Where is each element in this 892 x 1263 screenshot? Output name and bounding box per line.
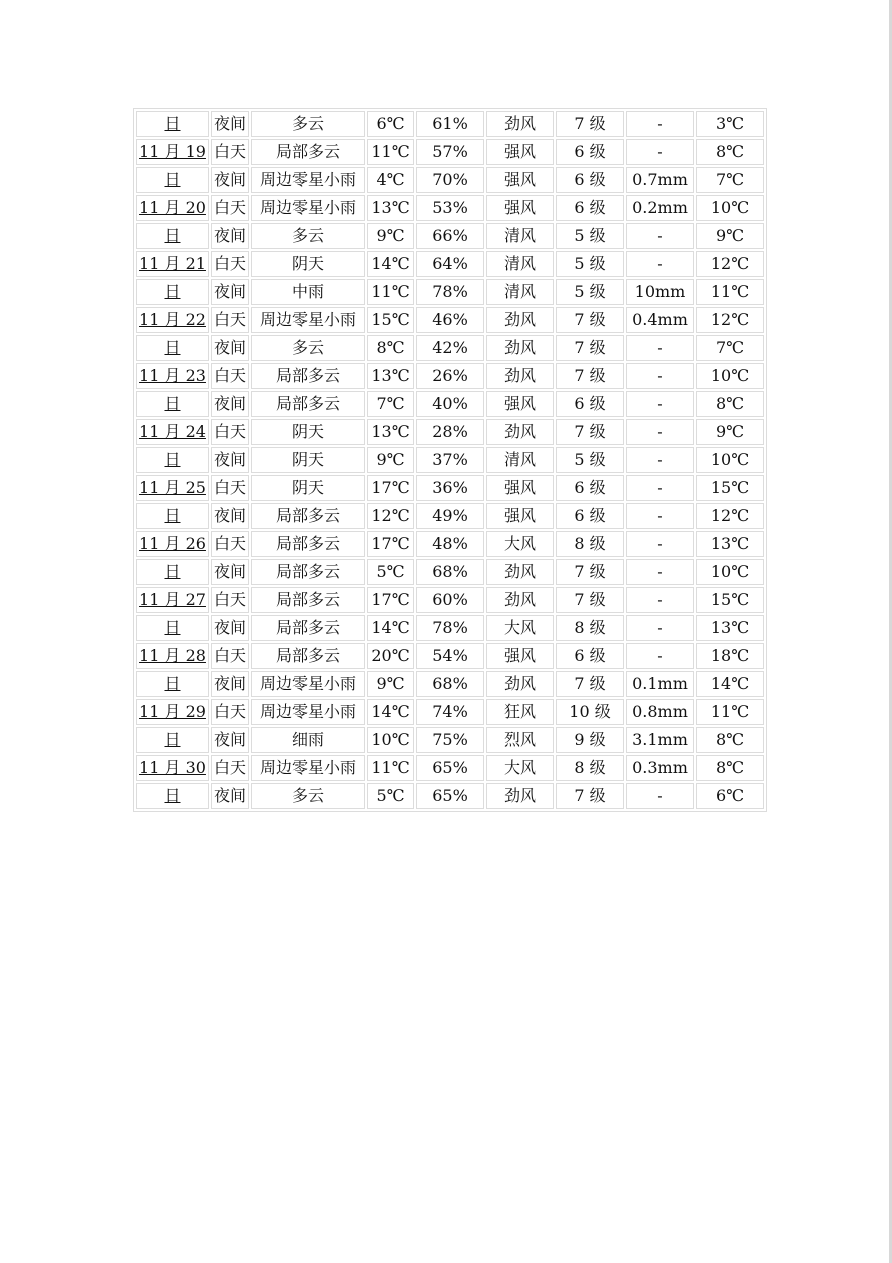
- feels-like-cell: 10℃: [696, 447, 764, 473]
- condition-cell: 局部多云: [251, 531, 365, 557]
- temperature-cell: 14℃: [367, 615, 414, 641]
- humidity-cell: 49%: [416, 503, 484, 529]
- wind-cell: 强风: [486, 475, 554, 501]
- wind-cell: 劲风: [486, 307, 554, 333]
- precipitation-cell: 0.7mm: [626, 167, 694, 193]
- table-row: [136, 755, 764, 781]
- feels-like-cell: 8℃: [696, 391, 764, 417]
- table-row: [136, 559, 764, 585]
- condition-cell: 阴天: [251, 419, 365, 445]
- precipitation-cell: -: [626, 559, 694, 585]
- feels-like-cell: 10℃: [696, 195, 764, 221]
- precipitation-cell: 10mm: [626, 279, 694, 305]
- date-cell: 11 月 28: [136, 643, 209, 669]
- condition-cell: 周边零星小雨: [251, 195, 365, 221]
- temperature-cell: 9℃: [367, 223, 414, 249]
- temperature-cell: 9℃: [367, 671, 414, 697]
- wind-level-cell: 6 级: [556, 475, 624, 501]
- period-cell: 夜间: [211, 503, 249, 529]
- humidity-cell: 70%: [416, 167, 484, 193]
- table-row: [136, 643, 764, 669]
- condition-cell: 局部多云: [251, 559, 365, 585]
- wind-cell: 劲风: [486, 671, 554, 697]
- feels-like-cell: 10℃: [696, 363, 764, 389]
- temperature-cell: 10℃: [367, 727, 414, 753]
- humidity-cell: 28%: [416, 419, 484, 445]
- wind-level-cell: 7 级: [556, 671, 624, 697]
- precipitation-cell: -: [626, 503, 694, 529]
- humidity-cell: 42%: [416, 335, 484, 361]
- date-cell: 日: [136, 671, 209, 697]
- temperature-cell: 11℃: [367, 139, 414, 165]
- temperature-cell: 11℃: [367, 755, 414, 781]
- period-cell: 白天: [211, 699, 249, 725]
- humidity-cell: 65%: [416, 755, 484, 781]
- period-cell: 夜间: [211, 111, 249, 137]
- feels-like-cell: 6℃: [696, 783, 764, 809]
- temperature-cell: 13℃: [367, 195, 414, 221]
- date-cell: 日: [136, 167, 209, 193]
- precipitation-cell: -: [626, 223, 694, 249]
- condition-cell: 局部多云: [251, 363, 365, 389]
- humidity-cell: 78%: [416, 279, 484, 305]
- wind-cell: 清风: [486, 279, 554, 305]
- wind-cell: 狂风: [486, 699, 554, 725]
- feels-like-cell: 8℃: [696, 727, 764, 753]
- condition-cell: 周边零星小雨: [251, 307, 365, 333]
- condition-cell: 细雨: [251, 727, 365, 753]
- condition-cell: 局部多云: [251, 139, 365, 165]
- condition-cell: 阴天: [251, 251, 365, 277]
- condition-cell: 周边零星小雨: [251, 167, 365, 193]
- condition-cell: 阴天: [251, 447, 365, 473]
- condition-cell: 中雨: [251, 279, 365, 305]
- temperature-cell: 5℃: [367, 783, 414, 809]
- wind-cell: 大风: [486, 755, 554, 781]
- condition-cell: 阴天: [251, 475, 365, 501]
- temperature-cell: 7℃: [367, 391, 414, 417]
- precipitation-cell: -: [626, 531, 694, 557]
- period-cell: 白天: [211, 251, 249, 277]
- condition-cell: 局部多云: [251, 391, 365, 417]
- date-cell: 日: [136, 111, 209, 137]
- humidity-cell: 65%: [416, 783, 484, 809]
- period-cell: 夜间: [211, 615, 249, 641]
- date-cell: 11 月 30: [136, 755, 209, 781]
- feels-like-cell: 18℃: [696, 643, 764, 669]
- feels-like-cell: 15℃: [696, 587, 764, 613]
- wind-cell: 强风: [486, 139, 554, 165]
- wind-level-cell: 6 级: [556, 195, 624, 221]
- condition-cell: 多云: [251, 783, 365, 809]
- wind-level-cell: 7 级: [556, 559, 624, 585]
- precipitation-cell: -: [626, 643, 694, 669]
- precipitation-cell: -: [626, 447, 694, 473]
- period-cell: 夜间: [211, 727, 249, 753]
- date-cell: 11 月 25: [136, 475, 209, 501]
- feels-like-cell: 12℃: [696, 307, 764, 333]
- condition-cell: 局部多云: [251, 503, 365, 529]
- temperature-cell: 6℃: [367, 111, 414, 137]
- precipitation-cell: 0.8mm: [626, 699, 694, 725]
- wind-level-cell: 6 级: [556, 643, 624, 669]
- temperature-cell: 11℃: [367, 279, 414, 305]
- wind-cell: 清风: [486, 251, 554, 277]
- table-row: [136, 699, 764, 725]
- humidity-cell: 26%: [416, 363, 484, 389]
- table-row: [136, 335, 764, 361]
- feels-like-cell: 8℃: [696, 755, 764, 781]
- humidity-cell: 75%: [416, 727, 484, 753]
- precipitation-cell: -: [626, 363, 694, 389]
- period-cell: 夜间: [211, 391, 249, 417]
- humidity-cell: 64%: [416, 251, 484, 277]
- table-row: [136, 307, 764, 333]
- wind-level-cell: 6 级: [556, 167, 624, 193]
- table-row: [136, 531, 764, 557]
- wind-level-cell: 7 级: [556, 419, 624, 445]
- table-row: [136, 279, 764, 305]
- date-cell: 11 月 20: [136, 195, 209, 221]
- feels-like-cell: 7℃: [696, 335, 764, 361]
- precipitation-cell: -: [626, 251, 694, 277]
- period-cell: 白天: [211, 587, 249, 613]
- precipitation-cell: 0.4mm: [626, 307, 694, 333]
- temperature-cell: 5℃: [367, 559, 414, 585]
- precipitation-cell: -: [626, 615, 694, 641]
- condition-cell: 局部多云: [251, 643, 365, 669]
- period-cell: 夜间: [211, 671, 249, 697]
- wind-level-cell: 7 级: [556, 587, 624, 613]
- wind-cell: 劲风: [486, 335, 554, 361]
- temperature-cell: 20℃: [367, 643, 414, 669]
- date-cell: 日: [136, 335, 209, 361]
- feels-like-cell: 7℃: [696, 167, 764, 193]
- precipitation-cell: -: [626, 587, 694, 613]
- table-row: [136, 615, 764, 641]
- table-row: [136, 111, 764, 137]
- precipitation-cell: -: [626, 139, 694, 165]
- period-cell: 白天: [211, 195, 249, 221]
- table-row: [136, 503, 764, 529]
- table-row: [136, 139, 764, 165]
- table-row: [136, 391, 764, 417]
- wind-level-cell: 6 级: [556, 139, 624, 165]
- feels-like-cell: 12℃: [696, 251, 764, 277]
- feels-like-cell: 15℃: [696, 475, 764, 501]
- feels-like-cell: 13℃: [696, 531, 764, 557]
- humidity-cell: 53%: [416, 195, 484, 221]
- humidity-cell: 68%: [416, 559, 484, 585]
- humidity-cell: 68%: [416, 671, 484, 697]
- wind-cell: 烈风: [486, 727, 554, 753]
- wind-level-cell: 8 级: [556, 615, 624, 641]
- temperature-cell: 13℃: [367, 363, 414, 389]
- table-row: [136, 363, 764, 389]
- date-cell: 日: [136, 391, 209, 417]
- humidity-cell: 61%: [416, 111, 484, 137]
- temperature-cell: 14℃: [367, 251, 414, 277]
- table-row: [136, 783, 764, 809]
- wind-level-cell: 5 级: [556, 251, 624, 277]
- wind-cell: 劲风: [486, 559, 554, 585]
- humidity-cell: 66%: [416, 223, 484, 249]
- wind-cell: 强风: [486, 643, 554, 669]
- weather-table-body: [136, 111, 764, 809]
- humidity-cell: 54%: [416, 643, 484, 669]
- precipitation-cell: -: [626, 111, 694, 137]
- period-cell: 夜间: [211, 167, 249, 193]
- feels-like-cell: 14℃: [696, 671, 764, 697]
- date-cell: 日: [136, 503, 209, 529]
- condition-cell: 局部多云: [251, 587, 365, 613]
- humidity-cell: 48%: [416, 531, 484, 557]
- table-row: [136, 195, 764, 221]
- temperature-cell: 15℃: [367, 307, 414, 333]
- humidity-cell: 57%: [416, 139, 484, 165]
- condition-cell: 周边零星小雨: [251, 671, 365, 697]
- wind-level-cell: 5 级: [556, 447, 624, 473]
- wind-cell: 强风: [486, 391, 554, 417]
- wind-cell: 清风: [486, 447, 554, 473]
- period-cell: 白天: [211, 755, 249, 781]
- humidity-cell: 40%: [416, 391, 484, 417]
- table-row: [136, 447, 764, 473]
- period-cell: 白天: [211, 531, 249, 557]
- temperature-cell: 17℃: [367, 475, 414, 501]
- wind-cell: 劲风: [486, 783, 554, 809]
- wind-cell: 劲风: [486, 419, 554, 445]
- period-cell: 夜间: [211, 783, 249, 809]
- wind-level-cell: 8 级: [556, 531, 624, 557]
- wind-level-cell: 5 级: [556, 223, 624, 249]
- condition-cell: 多云: [251, 335, 365, 361]
- precipitation-cell: -: [626, 391, 694, 417]
- precipitation-cell: -: [626, 783, 694, 809]
- wind-cell: 劲风: [486, 111, 554, 137]
- precipitation-cell: 3.1mm: [626, 727, 694, 753]
- precipitation-cell: 0.3mm: [626, 755, 694, 781]
- period-cell: 白天: [211, 475, 249, 501]
- period-cell: 夜间: [211, 279, 249, 305]
- table-row: [136, 587, 764, 613]
- period-cell: 白天: [211, 643, 249, 669]
- date-cell: 日: [136, 279, 209, 305]
- date-cell: 日: [136, 223, 209, 249]
- feels-like-cell: 12℃: [696, 503, 764, 529]
- humidity-cell: 36%: [416, 475, 484, 501]
- feels-like-cell: 8℃: [696, 139, 764, 165]
- date-cell: 日: [136, 447, 209, 473]
- wind-cell: 大风: [486, 615, 554, 641]
- table-row: [136, 727, 764, 753]
- wind-level-cell: 6 级: [556, 391, 624, 417]
- feels-like-cell: 9℃: [696, 419, 764, 445]
- wind-level-cell: 7 级: [556, 783, 624, 809]
- date-cell: 11 月 21: [136, 251, 209, 277]
- feels-like-cell: 9℃: [696, 223, 764, 249]
- period-cell: 白天: [211, 363, 249, 389]
- wind-cell: 劲风: [486, 587, 554, 613]
- period-cell: 白天: [211, 419, 249, 445]
- table-row: [136, 475, 764, 501]
- feels-like-cell: 13℃: [696, 615, 764, 641]
- wind-cell: 强风: [486, 503, 554, 529]
- period-cell: 白天: [211, 307, 249, 333]
- temperature-cell: 17℃: [367, 531, 414, 557]
- period-cell: 白天: [211, 139, 249, 165]
- condition-cell: 多云: [251, 111, 365, 137]
- condition-cell: 局部多云: [251, 615, 365, 641]
- wind-cell: 劲风: [486, 363, 554, 389]
- weather-forecast-table: [133, 108, 767, 812]
- wind-level-cell: 7 级: [556, 307, 624, 333]
- humidity-cell: 46%: [416, 307, 484, 333]
- wind-cell: 大风: [486, 531, 554, 557]
- date-cell: 日: [136, 559, 209, 585]
- wind-level-cell: 8 级: [556, 755, 624, 781]
- period-cell: 夜间: [211, 447, 249, 473]
- feels-like-cell: 11℃: [696, 699, 764, 725]
- precipitation-cell: -: [626, 335, 694, 361]
- temperature-cell: 4℃: [367, 167, 414, 193]
- wind-level-cell: 7 级: [556, 363, 624, 389]
- temperature-cell: 12℃: [367, 503, 414, 529]
- table-row: [136, 251, 764, 277]
- humidity-cell: 78%: [416, 615, 484, 641]
- humidity-cell: 37%: [416, 447, 484, 473]
- date-cell: 日: [136, 727, 209, 753]
- humidity-cell: 60%: [416, 587, 484, 613]
- wind-cell: 强风: [486, 167, 554, 193]
- temperature-cell: 9℃: [367, 447, 414, 473]
- temperature-cell: 8℃: [367, 335, 414, 361]
- condition-cell: 多云: [251, 223, 365, 249]
- condition-cell: 周边零星小雨: [251, 755, 365, 781]
- period-cell: 夜间: [211, 223, 249, 249]
- temperature-cell: 13℃: [367, 419, 414, 445]
- precipitation-cell: -: [626, 419, 694, 445]
- precipitation-cell: 0.2mm: [626, 195, 694, 221]
- precipitation-cell: 0.1mm: [626, 671, 694, 697]
- date-cell: 11 月 26: [136, 531, 209, 557]
- period-cell: 夜间: [211, 559, 249, 585]
- temperature-cell: 14℃: [367, 699, 414, 725]
- date-cell: 11 月 22: [136, 307, 209, 333]
- wind-level-cell: 9 级: [556, 727, 624, 753]
- wind-cell: 清风: [486, 223, 554, 249]
- date-cell: 11 月 29: [136, 699, 209, 725]
- wind-level-cell: 6 级: [556, 503, 624, 529]
- humidity-cell: 74%: [416, 699, 484, 725]
- wind-level-cell: 7 级: [556, 111, 624, 137]
- period-cell: 夜间: [211, 335, 249, 361]
- table-row: [136, 223, 764, 249]
- feels-like-cell: 10℃: [696, 559, 764, 585]
- wind-cell: 强风: [486, 195, 554, 221]
- table-row: [136, 671, 764, 697]
- wind-level-cell: 10 级: [556, 699, 624, 725]
- date-cell: 日: [136, 783, 209, 809]
- table-row: [136, 419, 764, 445]
- temperature-cell: 17℃: [367, 587, 414, 613]
- precipitation-cell: -: [626, 475, 694, 501]
- feels-like-cell: 3℃: [696, 111, 764, 137]
- date-cell: 11 月 27: [136, 587, 209, 613]
- wind-level-cell: 5 级: [556, 279, 624, 305]
- wind-level-cell: 7 级: [556, 335, 624, 361]
- condition-cell: 周边零星小雨: [251, 699, 365, 725]
- date-cell: 11 月 24: [136, 419, 209, 445]
- date-cell: 日: [136, 615, 209, 641]
- feels-like-cell: 11℃: [696, 279, 764, 305]
- date-cell: 11 月 19: [136, 139, 209, 165]
- date-cell: 11 月 23: [136, 363, 209, 389]
- table-row: [136, 167, 764, 193]
